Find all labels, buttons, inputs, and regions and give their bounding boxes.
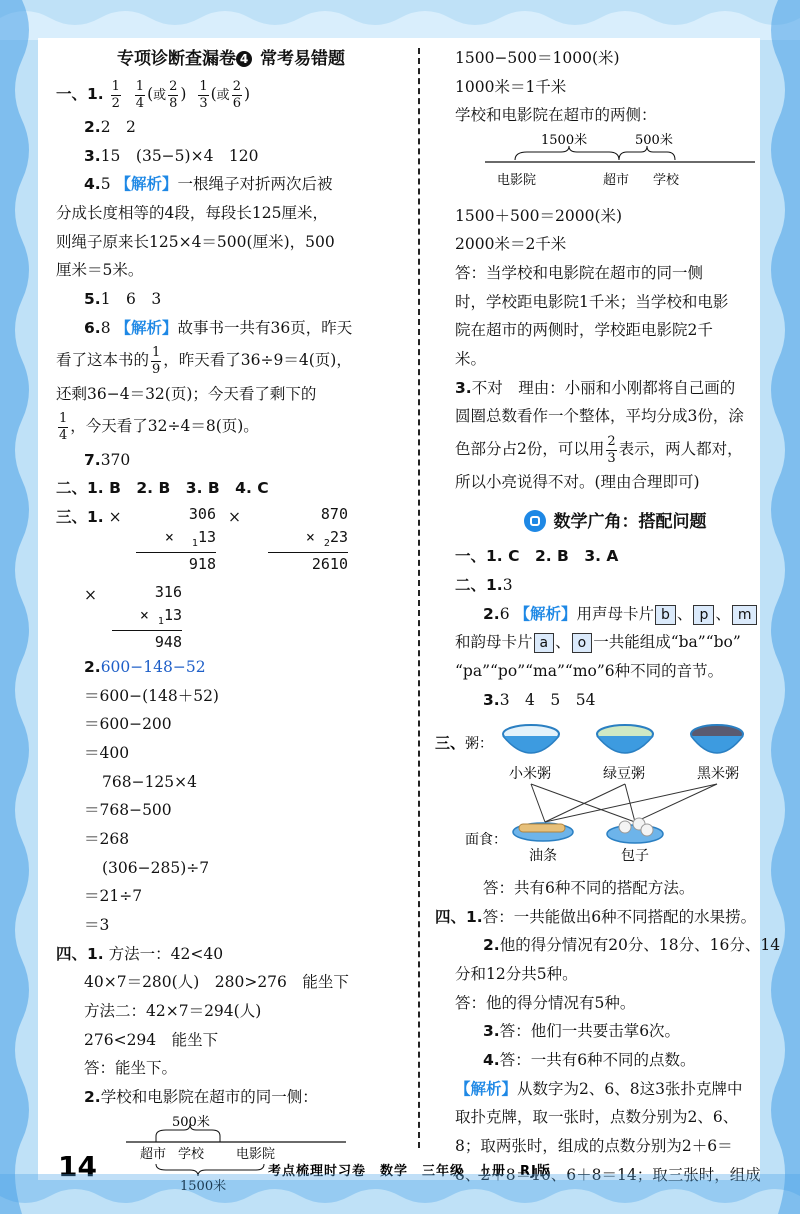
label-supermarket: 超市 [603,173,630,189]
fraction [232,79,242,111]
wrong-mark: × [108,507,122,526]
answer-text: 不对 理由：小丽和小刚都将自己画的 [471,378,736,397]
left-column [56,44,406,1201]
q-num: 7. [84,450,101,469]
q1-1: 一、1. $\frac{1}{2}$ $\frac{1}{4}$ (或 $\frac{2}{8}$ ) $\frac{1}{3}$ (或 $\frac{2}{6}$ ) [56,79,251,111]
youtiao-icon [513,823,573,841]
label-1500m: 1500米 [541,133,588,149]
mult-line [112,604,182,631]
fraction [606,434,616,466]
q-num: 3. [483,1022,500,1041]
pairing-diagram [435,714,745,864]
answer-text: 学校和电影院在超市的两侧： [455,106,657,125]
expr: ＝21÷7 [84,887,143,906]
times-sign: × [164,528,174,547]
mult-bottom: 13 [197,528,216,547]
mult-block-1 [136,503,216,576]
sec-3-mult [56,503,406,653]
r-sec-1 [455,542,775,571]
fraction [168,79,178,111]
expr: (306−285)÷7 [102,858,210,877]
analysis-text: 用声母卡片 [576,604,655,623]
analysis-text: 厘米＝5米。 [56,261,144,280]
sec-4-label: 四、 [56,944,88,963]
or-text: 或 [216,88,230,104]
mult-bottom: 13 [163,606,182,625]
answer-text: 答：他们一共要击掌6次。 [499,1022,681,1041]
frac-den: 3 [607,450,616,466]
q-num: 1. [87,944,104,963]
page-number: 14 [58,1150,97,1183]
carry: 1 [191,538,198,550]
answer-text: 米。 [455,350,487,369]
fraction [151,345,161,377]
label-millet-porridge: 小米粥 [509,766,551,783]
mult-result: 2610 [311,554,348,573]
q1-4 [56,170,406,199]
answer-text: 答：当学校和电影院在超市的同一侧 [455,264,704,283]
sec-1-label: 一、 [455,547,487,566]
q-num: 3. [483,690,500,709]
q-num: 1. [87,507,104,526]
frac-num: 1 [59,411,68,427]
answer-text: 40×7＝280(人) 280>276 能坐下 [84,973,349,992]
q-num: 2. [84,1087,101,1106]
sec-4-label: 四、 [435,907,467,926]
answer-text: 276<294 能坐下 [84,1030,219,1049]
answer-text: 分和12分共5种。 [455,965,578,984]
q3-reason [455,374,775,403]
r-sec-2-3 [455,686,775,715]
answer-text: 370 [100,450,131,469]
answer-text: 1. B 2. B 3. B 4. C [87,479,269,498]
wrong-mark: × [228,507,241,526]
analysis-text: ，昨天看了36÷9＝4(页)， [163,351,352,370]
q-num: 2. [84,657,101,676]
answer-text: 答：能坐下。 [84,1059,178,1078]
wrong-mark: × [84,585,97,604]
answer-text: 1 6 3 [100,290,162,309]
label-mungbean-porridge: 绿豆粥 [603,766,645,783]
or-text: 或 [153,88,167,104]
q1-6 [56,314,406,343]
answer-text: 1500＋500＝2000(米) [455,206,623,225]
answer-line [455,431,775,468]
label-cinema: 电影院 [236,1146,276,1162]
mult-bottom: 23 [329,528,348,547]
section-title [455,507,775,538]
title-badge: 4 [236,51,252,67]
frac-den: 3 [199,95,208,111]
mult-block-3 [112,581,182,654]
answer-text: 2000米＝2千米 [455,235,567,254]
q4-1 [56,940,406,969]
mult-result: 918 [188,554,216,573]
expr: 600−148−52 [100,657,206,676]
wave-border-bottom [0,1174,800,1214]
sec-2-label: 二、 [56,479,88,498]
letter-card: m [732,605,758,625]
fraction [58,411,68,443]
title-main: 专项诊断查漏卷 [117,49,236,69]
fraction [135,79,145,111]
r-sec-4-3 [455,1017,775,1046]
carry: 2 [323,538,330,550]
mult-top: 316 [154,582,182,601]
r-sec-4-4 [455,1046,775,1075]
label-supermarket: 超市 [140,1146,167,1162]
answer-text: 3 [502,576,513,595]
frac-num: 2 [232,79,241,95]
analysis-text: 从数字为2、6、8这3张扑克牌中 [517,1079,743,1098]
analysis-text: 取扑克牌，取一张时，点数分别为2、6、 [455,1108,739,1127]
q-num: 5. [84,290,101,309]
answer-text: 他的得分情况有20分、18分、16分、14 [499,936,781,955]
answer-text: 8 [100,318,111,337]
expr: ＝600−200 [84,715,172,734]
analysis-text: 8、2＋8＝10、6＋8＝14；取三张时，组成 [455,1165,761,1184]
q1-5 [56,285,406,314]
expr: ＝3 [84,915,110,934]
r-sec-4-1 [435,903,775,932]
answer-text: 院在超市的两侧时，学校距电影院2千 [455,321,713,340]
bowl-icon [503,725,559,753]
letter-card: a [534,633,555,653]
bowl-icon [691,725,743,753]
connection-lines [531,784,717,822]
title-sub: 常考易错题 [260,49,345,69]
frac-den: 4 [59,427,68,443]
q4-2 [56,1083,406,1112]
answer-text: 答：一共有6种不同的点数。 [499,1051,696,1070]
analysis-line [56,342,406,379]
mult-top: 870 [320,504,348,523]
label-school: 学校 [178,1146,205,1162]
answer-text: 3 4 5 54 [499,690,596,709]
frac-num: 2 [169,79,178,95]
frac-num: 1 [135,79,145,95]
analysis-line: 和韵母卡片 a 、 o 一共能组成“ba”“bo” [455,633,741,652]
answer-text: 5 [100,175,111,194]
analysis-text: 和韵母卡片 [455,633,533,652]
distance-diagram-both-sides [485,130,775,192]
q3-2 [56,653,406,682]
answer-text: 方法二：42×7＝294(人) [84,1001,262,1020]
label-500m: 500米 [635,133,673,149]
carry: 1 [157,616,164,628]
sec-2-label: 二、 [455,576,487,595]
answer-text: 所以小亮说得不对。(理由合理即可) [455,473,700,492]
expr: ＝768−500 [84,801,172,820]
q-num: 2. [483,604,500,623]
analysis-text: 8；取两张时，组成的点数分别为2＋6＝ [455,1137,733,1156]
answer-text: 表示，两人都对， [618,440,743,459]
analysis-line [56,408,406,445]
expr: ＝600−(148＋52) [84,686,219,705]
answer-text: 15 (35−5)×4 120 [100,146,259,165]
label-youtiao: 油条 [529,848,557,865]
label-porridge: 粥： [465,736,493,753]
q-num: 4. [483,1051,500,1070]
analysis-tag: 【解析】 [115,318,178,337]
r-sec-2-1 [455,571,775,600]
letter-card: p [693,605,714,625]
answer-text: 答：一共能做出6种不同搭配的水果捞。 [482,907,757,926]
baozi-icon [607,818,663,843]
answer-text: 时，学校距电影院1千米；当学校和电影 [455,292,729,311]
wave-border-left [0,0,40,1214]
answer-text: 6 [499,604,510,623]
q1-2 [56,113,406,142]
fraction [198,79,208,111]
analysis-text: 一共能组成“ba”“bo” [593,633,741,652]
q-num: 6. [84,318,101,337]
q-num: 3. [84,146,101,165]
frac-num: 1 [111,79,120,95]
fraction [111,79,121,111]
analysis-text: 看了这本书的 [56,351,150,370]
analysis-text: ，今天看了32÷4＝8(页)。 [70,417,259,436]
analysis-text: 则绳子原来长125×4＝500(厘米)，500 [56,232,335,251]
q1-3 [56,142,406,171]
times-sign: × [139,606,149,625]
label-blackrice-porridge: 黑米粥 [697,766,739,783]
frac-den: 4 [135,95,145,111]
label-noodle-food: 面食： [465,832,507,849]
mult-top: 306 [188,504,216,523]
answer-text: 方法一：42<40 [108,944,224,963]
column-divider [418,48,420,1148]
frac-den: 6 [232,95,241,111]
r-sec-2-2: 2.6 【解析】用声母卡片 b 、 p 、 m [455,600,775,629]
analysis-text: 还剩36−4＝32(页)；今天看了剩下的 [56,384,317,403]
label-school: 学校 [653,173,680,189]
mult-result: 948 [154,632,182,651]
r-sec-4-2 [455,931,781,960]
frac-den: 8 [169,95,178,111]
q-num: 2. [84,118,101,137]
section-icon [524,510,546,532]
analysis-tag: 【解析】 [115,175,178,194]
label-500m: 500米 [172,1114,210,1130]
answer-text: 答：共有6种不同的搭配方法。 [483,879,695,898]
answer-text: 1000米＝1千米 [455,77,567,96]
answer-text: 答：他的得分情况有5种。 [455,993,636,1012]
q-num: 1. [87,85,104,104]
frac-num: 1 [199,79,208,95]
q-num: 1. [486,576,503,595]
analysis-text: 分成长度相等的4段，每段长125厘米， [56,204,328,223]
analysis-text: 故事书一共有36页，昨天 [177,318,353,337]
analysis-tag: 【解析】 [455,1079,518,1098]
frac-den: 9 [152,361,161,377]
answer-text: 圆圈总数看作一个整体，平均分成3份，涂 [455,407,744,426]
analysis-text: 一根绳子对折两次后被 [177,175,333,194]
section-title-text: 数学广角：搭配问题 [553,511,707,532]
frac-den: 2 [111,95,120,111]
mult-block-2 [268,503,348,576]
book-info: 考点梳理时习卷 数学 三年级 上册 RJ版 [268,1164,551,1179]
sec-3-label: 三、 [435,734,466,753]
letter-card: b [655,605,676,625]
analysis-tag: 【解析】 [514,604,577,623]
answer-text: 2 2 [100,118,136,137]
brace-left [515,146,619,160]
wave-border-top [0,0,800,40]
label-1500m: 1500米 [180,1178,227,1192]
sec-1-label: 一、 [56,85,88,104]
mult-line [268,526,348,553]
q-num: 4. [84,175,101,194]
mult-line [136,526,216,553]
frac-num: 2 [607,433,616,449]
label-cinema: 电影院 [497,173,537,189]
answer-text: 1500−500＝1000(米) [455,49,620,67]
q1-7 [56,446,406,475]
expr: ＝268 [84,829,130,848]
sec-3-label: 三、 [56,507,88,526]
analysis-line [455,1075,775,1104]
answer-text: 色部分占2份，可以用 [455,440,605,459]
page-title [56,44,406,75]
answer-text: 学校和电影院在超市的同一侧： [100,1087,318,1106]
times-sign: × [305,528,315,547]
q-num: 1. [466,907,483,926]
right-column [435,44,781,1189]
letter-card: o [572,633,593,653]
brace-right [619,146,675,160]
q-num: 2. [483,936,500,955]
label-baozi: 包子 [621,848,649,865]
frac-num: 1 [152,345,161,361]
expr: ＝400 [84,743,130,762]
answer-text: 1. C 2. B 3. A [486,547,619,566]
analysis-text: “pa”“po”“ma”“mo”6种不同的音节。 [455,662,724,681]
sec-2 [56,474,406,503]
q-num: 3. [455,378,472,397]
expr: 768−125×4 [102,772,198,791]
bowl-icon [597,725,653,753]
